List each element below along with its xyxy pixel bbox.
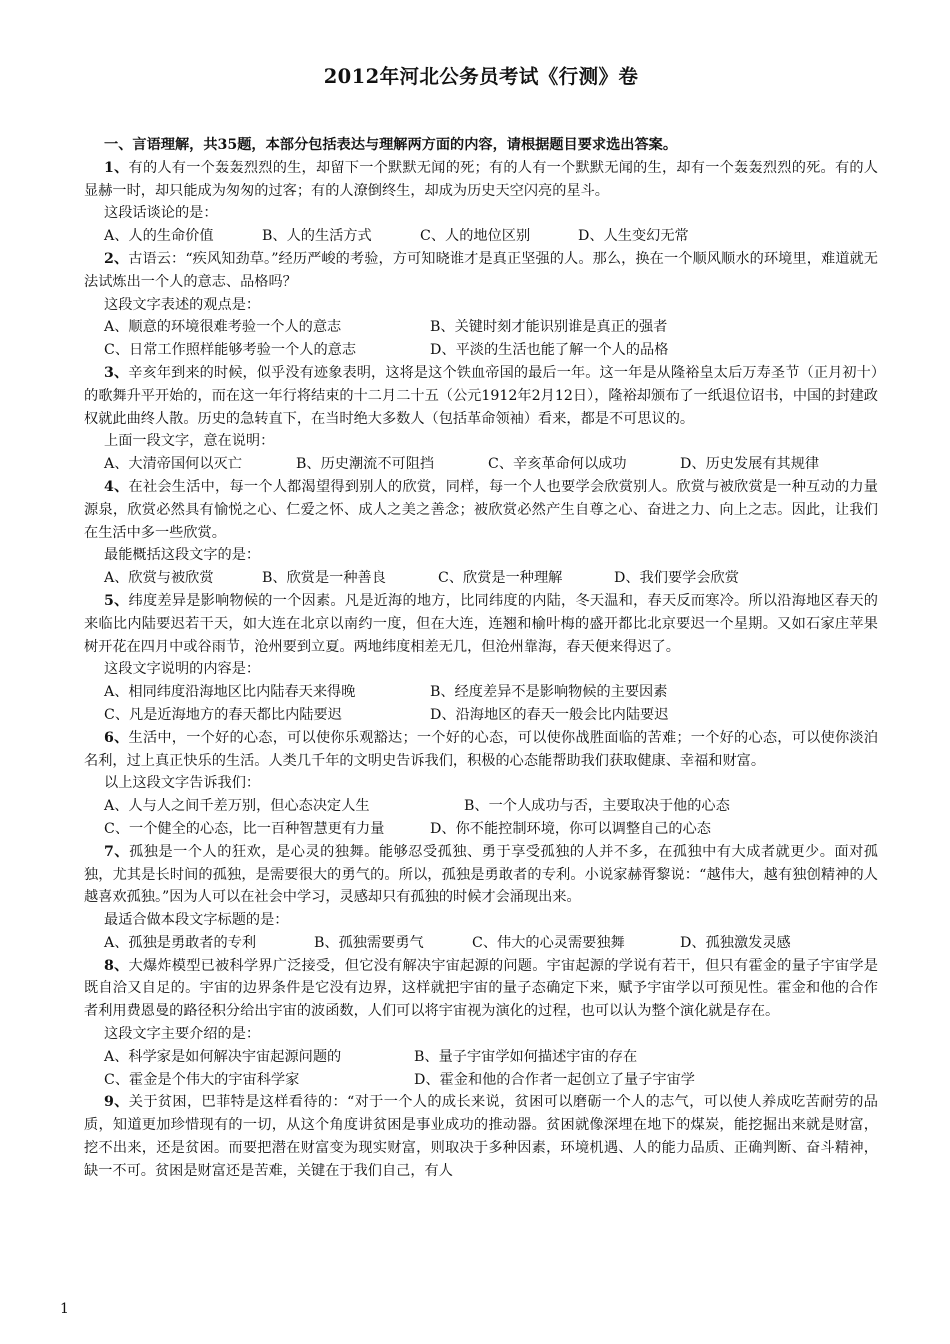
option-d: D、我们要学会欣赏 <box>614 570 739 587</box>
option-b: B、欣赏是一种善良 <box>262 570 386 587</box>
option-a: A、人与人之间千差万别，但心态决定人生 <box>104 798 370 815</box>
option-a: A、相同纬度沿海地区比内陆春天来得晚 <box>104 684 356 701</box>
question-number: 3、 <box>104 364 129 381</box>
question-body: 有的人有一个轰轰烈烈的生，却留下一个默默无闻的死；有的人有一个默默无闻的生，却有一个轰轰烈烈的死。有的人显赫一时，却只能成为匆匆的过客；有的人潦倒终生，却成为历史天空闪亮的星斗。 <box>84 159 878 199</box>
question-number: 6、 <box>104 729 129 746</box>
question-2-options-row-1 <box>84 316 878 339</box>
question-body: 辛亥年到来的时候，似乎没有迹象表明，这将是这个铁血帝国的最后一年。这一年是从隆裕皇太后万寿圣节（正月初十）的歌舞升平开始的，而在这一年行将结束的十二月二十五（公元1912年2月12日），隆裕却颁布了一纸退位诏书，中国的封建政权就此曲终人散。历史的急转直下，在当时绝大多数人（包括革命领袖）看来，都是不可思议的。 <box>84 364 878 427</box>
option-d: D、人生变幻无常 <box>578 228 689 245</box>
option-a: A、欣赏与被欣赏 <box>104 570 214 587</box>
option-c: C、凡是近海地方的春天都比内陆要迟 <box>104 706 342 723</box>
option-a: A、顺意的环境很难考验一个人的意志 <box>104 319 342 336</box>
option-c: C、一个健全的心态，比一百种智慧更有力量 <box>104 820 385 837</box>
option-a: A、大清帝国何以灭亡 <box>104 456 242 473</box>
question-body: 在社会生活中，每一个人都渴望得到别人的欣赏，同样，每一个人也要学会欣赏别人。欣赏与被欣赏是一种互动的力量源泉，欣赏必然具有愉悦之心、仁爱之怀、成人之美之善念；被欣赏必然产生自尊之心、奋进之力、向上之志。因此，让我们在生活中多一些欣赏。 <box>84 478 878 541</box>
option-d: D、你不能控制环境，你可以调整自己的心态 <box>430 820 711 837</box>
page-number: 1 <box>60 1301 69 1317</box>
question-3-prompt: 上面一段文字，意在说明： <box>104 433 275 450</box>
option-a: A、科学家是如何解决宇宙起源问题的 <box>104 1048 342 1065</box>
option-c: C、人的地位区别 <box>420 228 531 245</box>
option-b: B、一个人成功与否，主要取决于他的心态 <box>464 798 730 815</box>
page-title: 2012年河北公务员考试《行测》卷 <box>323 65 639 88</box>
question-6-prompt: 以上这段文字告诉我们： <box>104 775 261 792</box>
option-b: B、量子宇宙学如何描述宇宙的存在 <box>414 1048 638 1065</box>
question-2-options-row-2 <box>84 339 878 362</box>
question-7-options <box>84 932 878 955</box>
option-b: B、历史潮流不可阻挡 <box>296 456 435 473</box>
question-2-text <box>84 248 878 294</box>
question-7-prompt: 最适合做本段文字标题的是： <box>104 912 289 929</box>
question-number: 7、 <box>104 843 130 860</box>
question-number: 9、 <box>104 1094 129 1111</box>
option-d: D、霍金和他的合作者一起创立了量子宇宙学 <box>414 1071 695 1088</box>
question-5-prompt: 这段文字说明的内容是： <box>104 661 261 678</box>
option-c: C、伟大的心灵需要独舞 <box>472 934 625 951</box>
option-d: D、历史发展有其规律 <box>680 456 820 473</box>
option-b: B、人的生活方式 <box>262 228 372 245</box>
question-6-options-row-1 <box>84 795 878 818</box>
question-7-text <box>84 841 878 909</box>
question-1-text <box>84 157 878 203</box>
question-8-text <box>84 955 878 1023</box>
question-1-options <box>84 225 878 248</box>
question-5-text <box>84 590 878 658</box>
question-number: 8、 <box>104 957 129 974</box>
question-8-options-row-2 <box>84 1069 878 1092</box>
option-d: D、平淡的生活也能了解一个人的品格 <box>430 342 669 359</box>
question-body: 古语云：“疾风知劲草。”经历严峻的考验，方可知晓谁才是真正坚强的人。那么，换在一个顺风顺水的环境里，难道就无法试炼出一个人的意志、品格吗？ <box>84 250 878 290</box>
question-body: 关于贫困，巴菲特是这样看待的：“对于一个人的成长来说，贫困可以磨砺一个人的志气，可以使人养成吃苦耐劳的品质，知道更加珍惜现有的一切，从这个角度讲贫困是事业成功的推动器。贫困就像深埋在地下的煤炭，能挖掘出来就是财富，挖不出来，还是贫困。而要把潜在财富变为现实财富，则取决于多种因素，环境机遇、人的能力品质、正确判断、奋斗精神，缺一不可。贫困是财富还是苦难，关键在于我们自己，有人 <box>84 1094 878 1179</box>
option-a: A、孤独是勇敢者的专利 <box>104 934 257 951</box>
question-3-options <box>84 453 878 476</box>
question-number: 2、 <box>104 250 129 267</box>
question-5-options-row-1 <box>84 681 878 704</box>
question-6-options-row-2 <box>84 818 878 841</box>
question-1-prompt: 这段话谈论的是： <box>104 205 218 222</box>
option-c: C、辛亥革命何以成功 <box>488 456 627 473</box>
option-a: A、人的生命价值 <box>104 228 214 245</box>
option-b: B、经度差异不是影响物候的主要因素 <box>430 684 668 701</box>
question-number: 1、 <box>104 159 129 176</box>
question-body: 纬度差异是影响物候的一个因素。凡是近海的地方，比同纬度的内陆，冬天温和，春天反而寒冷。所以沿海地区春天的来临比内陆要迟若干天，如大连在北京以南约一度，但在大连，连翘和榆叶梅的盛开都比北京要迟一个星期。又如石家庄苹果树开花在四月中或谷雨节，沧州要到立夏。两地纬度相差无几，但沧州靠海，春天便来得迟了。 <box>84 592 878 655</box>
option-c: C、欣赏是一种理解 <box>438 570 563 587</box>
question-4-text <box>84 476 878 544</box>
option-c: C、日常工作照样能够考验一个人的意志 <box>104 342 357 359</box>
question-2-prompt: 这段文字表述的观点是： <box>104 296 261 313</box>
question-8-prompt: 这段文字主要介绍的是： <box>104 1026 261 1043</box>
question-4-options <box>84 567 878 590</box>
option-b: B、关键时刻才能识别谁是真正的强者 <box>430 319 668 336</box>
document-page <box>84 62 878 1183</box>
question-5-options-row-2 <box>84 704 878 727</box>
option-b: B、孤独需要勇气 <box>314 934 424 951</box>
question-4-prompt: 最能概括这段文字的是： <box>104 547 261 564</box>
section-heading: 一、言语理解，共35题，本部分包括表达与理解两方面的内容，请根据题目要求选出答案。 <box>104 137 678 153</box>
option-d: D、沿海地区的春天一般会比内陆要迟 <box>430 706 669 723</box>
option-c: C、霍金是个伟大的宇宙科学家 <box>104 1071 300 1088</box>
question-number: 5、 <box>104 592 129 609</box>
option-d: D、孤独激发灵感 <box>680 934 791 951</box>
question-body: 大爆炸模型已被科学界广泛接受，但它没有解决宇宙起源的问题。宇宙起源的学说有若干，但只有霍金的量子宇宙学是既自洽又自足的。宇宙的边界条件是它没有边界，这样就把宇宙的量子态确定下来，赋予宇宙学以可预见性。霍金和他的合作者利用费恩曼的路径积分给出宇宙的波函数，人们可以将宇宙视为演化的过程，也可以认为整个演化就是存在。 <box>84 957 878 1020</box>
question-number: 4、 <box>104 478 129 495</box>
question-body: 孤独是一个人的狂欢，是心灵的独舞。能够忍受孤独、勇于享受孤独的人并不多，在孤独中有大成者就更少。面对孤独，尤其是长时间的孤独，是需要很大的勇气的。所以，孤独是勇敢者的专利。小说家赫胥黎说：“越伟大，越有独创精神的人越喜欢孤独。”因为人可以在社会中学习，灵感却只有孤独的时候才会涌现出来。 <box>84 843 878 906</box>
question-9-text <box>84 1091 878 1182</box>
question-3-text <box>84 362 878 430</box>
question-body: 生活中，一个好的心态，可以使你乐观豁达；一个好的心态，可以使你战胜面临的苦难；一个好的心态，可以使你淡泊名利，过上真正快乐的生活。人类几千年的文明史告诉我们，积极的心态能帮助我们获取健康、幸福和财富。 <box>84 729 878 769</box>
question-6-text <box>84 727 878 773</box>
question-8-options-row-1 <box>84 1046 878 1069</box>
